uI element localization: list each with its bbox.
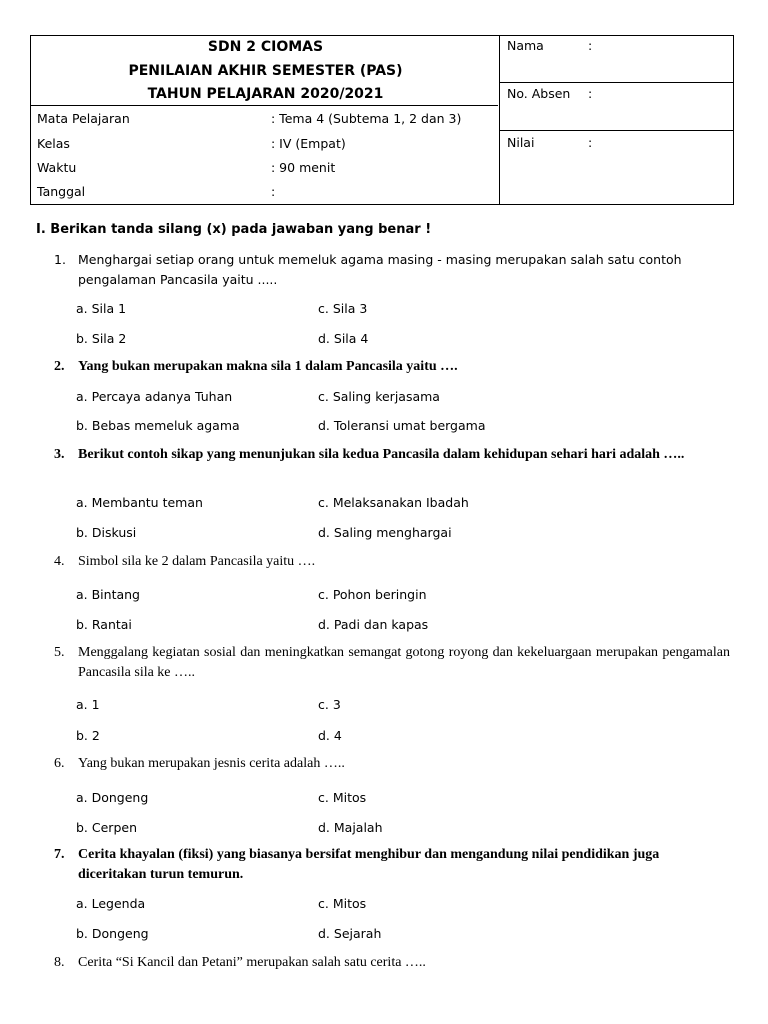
divider — [500, 82, 733, 83]
option-d[interactable]: d. Padi dan kapas — [318, 617, 429, 632]
question-text: Menghargai setiap orang untuk memeluk agama masing - masing merupakan salah satu contoh pengalaman Pancasila yaitu ..... — [78, 252, 682, 287]
option-c[interactable]: c. Pohon beringin — [318, 587, 427, 602]
exam-title: PENILAIAN AKHIR SEMESTER (PAS) — [128, 63, 403, 79]
question-1 — [54, 250, 730, 290]
student-info-panel — [500, 36, 733, 204]
option-c[interactable]: c. Saling kerjasama — [318, 389, 440, 404]
question-8 — [54, 953, 730, 973]
option-a[interactable]: a. Bintang — [76, 587, 140, 602]
question-text: Berikut contoh sikap yang menunjukan sila kedua Pancasila dalam kehidupan sehari hari adalah ….. — [78, 447, 685, 462]
option-c[interactable]: c. 3 — [318, 697, 341, 712]
info-label: Kelas — [37, 136, 70, 151]
question-number: 1. — [54, 252, 66, 267]
option-b[interactable]: b. 2 — [76, 728, 100, 743]
question-number: 8. — [54, 955, 65, 970]
question-number: 7. — [54, 847, 65, 862]
info-value: : IV (Empat) — [271, 136, 346, 151]
exam-info-panel — [31, 36, 500, 204]
question-2 — [54, 357, 730, 377]
question-3 — [54, 445, 730, 465]
option-d[interactable]: d. Sejarah — [318, 926, 382, 941]
option-a[interactable]: a. Percaya adanya Tuhan — [76, 389, 233, 404]
option-b[interactable]: b. Rantai — [76, 617, 132, 632]
question-number: 3. — [54, 447, 65, 462]
info-label: Tanggal — [37, 184, 86, 199]
info-row-time — [31, 155, 498, 179]
info-row-subject — [31, 106, 498, 130]
question-text: Cerita “Si Kancil dan Petani” merupakan salah satu cerita ….. — [78, 955, 426, 970]
option-a[interactable]: a. Membantu teman — [76, 495, 203, 510]
absen-field[interactable]: : — [588, 86, 593, 101]
question-number: 5. — [54, 645, 65, 660]
info-value: : Tema 4 (Subtema 1, 2 dan 3) — [271, 111, 462, 126]
option-a[interactable]: a. Legenda — [76, 896, 146, 911]
option-b[interactable]: b. Sila 2 — [76, 331, 127, 346]
question-6 — [54, 754, 730, 774]
info-row-date — [31, 179, 498, 203]
question-number: 6. — [54, 756, 65, 771]
question-text: Yang bukan merupakan makna sila 1 dalam Pancasila yaitu …. — [78, 359, 458, 374]
option-c[interactable]: c. Mitos — [318, 790, 367, 805]
academic-year: TAHUN PELAJARAN 2020/2021 — [147, 86, 384, 102]
option-d[interactable]: d. Majalah — [318, 820, 383, 835]
question-text: Cerita khayalan (fiksi) yang biasanya bersifat menghibur dan mengandung nilai pendidikan juga diceritakan turun temurun. — [78, 847, 660, 882]
nilai-label: Nilai — [507, 135, 535, 150]
question-text: Simbol sila ke 2 dalam Pancasila yaitu …. — [78, 554, 316, 569]
info-value: : — [271, 184, 276, 199]
question-text: Yang bukan merupakan jesnis cerita adalah ….. — [78, 756, 345, 771]
option-b[interactable]: b. Diskusi — [76, 525, 137, 540]
option-a[interactable]: a. Dongeng — [76, 790, 149, 805]
option-c[interactable]: c. Mitos — [318, 896, 367, 911]
option-b[interactable]: b. Cerpen — [76, 820, 137, 835]
option-d[interactable]: d. 4 — [318, 728, 342, 743]
divider — [500, 130, 733, 131]
absen-label: No. Absen — [507, 86, 571, 101]
question-7 — [54, 845, 730, 885]
name-label: Nama — [507, 38, 544, 53]
question-text: Menggalang kegiatan sosial dan meningkatkan semangat gotong royong dan kekeluargaan merupakan pengamalan Pancasila sila ke ….. — [78, 645, 730, 680]
exam-details — [31, 105, 498, 204]
section-instruction: I. Berikan tanda silang (x) pada jawaban yang benar ! — [36, 222, 432, 237]
option-d[interactable]: d. Toleransi umat bergama — [318, 418, 486, 433]
question-number: 4. — [54, 554, 65, 569]
info-row-class — [31, 131, 498, 155]
option-d[interactable]: d. Saling menghargai — [318, 525, 452, 540]
option-c[interactable]: c. Melaksanakan Ibadah — [318, 495, 469, 510]
option-b[interactable]: b. Bebas memeluk agama — [76, 418, 240, 433]
option-a[interactable]: a. Sila 1 — [76, 301, 127, 316]
option-d[interactable]: d. Sila 4 — [318, 331, 369, 346]
school-name: SDN 2 CIOMAS — [207, 39, 324, 55]
question-5 — [54, 643, 730, 683]
nilai-field[interactable]: : — [588, 135, 593, 150]
option-c[interactable]: c. Sila 3 — [318, 301, 368, 316]
info-value: : 90 menit — [271, 160, 336, 175]
option-b[interactable]: b. Dongeng — [76, 926, 149, 941]
option-a[interactable]: a. 1 — [76, 697, 100, 712]
info-label: Mata Pelajaran — [37, 111, 130, 126]
question-number: 2. — [54, 359, 65, 374]
question-4 — [54, 552, 730, 572]
info-label: Waktu — [37, 160, 77, 175]
name-field[interactable]: : — [588, 38, 593, 53]
exam-header — [30, 35, 734, 205]
